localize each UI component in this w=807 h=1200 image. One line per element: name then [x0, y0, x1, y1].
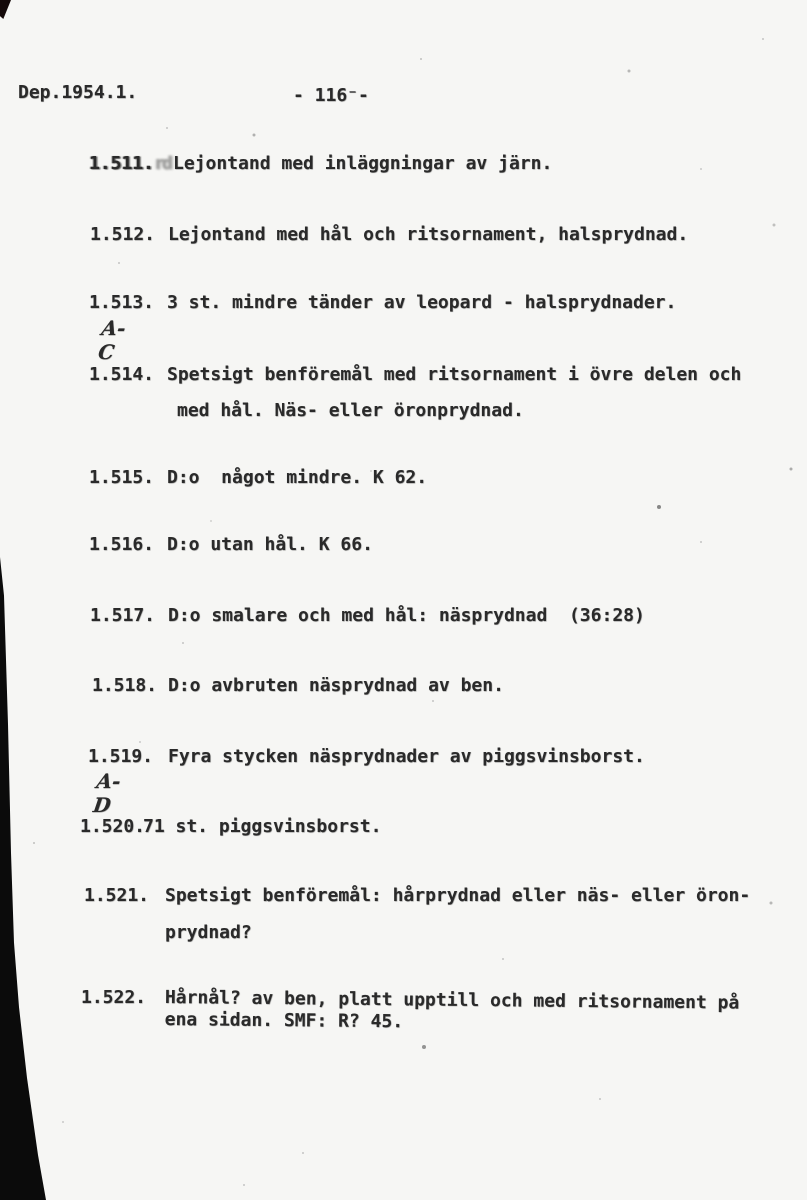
entry-text-line: Lejontand med hål och ritsornament, halsprydnad. — [168, 224, 689, 245]
entry-text-line: Spetsigt benföremål: hårprydnad eller näs- eller öron- — [165, 885, 751, 906]
entry-text — [143, 816, 381, 837]
entry-number: 1.513. — [89, 292, 155, 313]
entry-text-line: prydnad? — [165, 922, 252, 943]
entry-text-line: Lejontand med inläggningar av järn. — [173, 153, 553, 174]
entry-text — [165, 885, 750, 943]
entry-number: 1.518. — [92, 675, 158, 696]
entry-subletters-handwritten: A-D — [91, 769, 123, 817]
entry-text — [168, 675, 504, 696]
entry-text-line: D:o avbruten näsprydnad av ben. — [168, 675, 504, 696]
entry-text — [167, 467, 427, 488]
entry-text-line: 71 st. piggsvinsborst. — [143, 816, 382, 837]
entry-number: 1.514. — [89, 364, 155, 385]
entry-number: 1.517. — [90, 605, 156, 626]
entry-number: 1.515. — [89, 467, 155, 488]
entry-text-line: D:o något mindre. K 62. — [167, 467, 428, 488]
entry-text — [165, 987, 740, 1036]
entry-text-line: 3 st. mindre tänder av leopard - halsprydnader. — [167, 292, 677, 313]
entry-number: 1.519. — [88, 746, 154, 767]
entry-text — [167, 292, 676, 313]
entry-text-line: Hårnål? av ben, platt upptill och med ritsornament på — [164, 987, 740, 1014]
entry-number: 1.511.rd — [89, 153, 170, 174]
entry-text-line: Fyra stycken näsprydnader av piggsvinsborst. — [168, 746, 645, 767]
entry-number: 1.520. — [80, 816, 146, 837]
entry-text — [168, 746, 645, 767]
entry-text-line: D:o utan hål. K 66. — [167, 534, 373, 555]
overstrike-ghost: rd — [154, 153, 170, 174]
scan-edge-shadow — [0, 557, 48, 1200]
entry-text — [168, 224, 688, 245]
entry-text — [173, 153, 552, 174]
scan-corner-artifact — [0, 0, 11, 19]
entry-text-line: med hål. Näs- eller öronprydnad. — [177, 400, 524, 421]
entry-text — [167, 534, 373, 555]
entry-text — [167, 364, 741, 421]
entry-number: 1.521. — [84, 885, 150, 906]
entry-number: 1.522. — [81, 987, 147, 1008]
entry-text-line: D:o smalare och med hål: näsprydnad (36:28) — [168, 605, 645, 626]
entry-text-line: ena sidan. SMF: R? 45. — [164, 1008, 404, 1033]
page-number: - 116⁻- — [293, 85, 369, 106]
scan-noise-speckles — [0, 0, 2, 2]
entry-subletters-handwritten: A-C — [96, 316, 128, 364]
entry-text-line: Spetsigt benföremål med ritsornament i övre delen och — [167, 364, 742, 385]
entry-number: 1.516. — [89, 534, 155, 555]
deposit-number: Dep.1954.1. — [18, 82, 138, 103]
entry-text — [168, 605, 645, 626]
entry-number: 1.512. — [90, 224, 156, 245]
